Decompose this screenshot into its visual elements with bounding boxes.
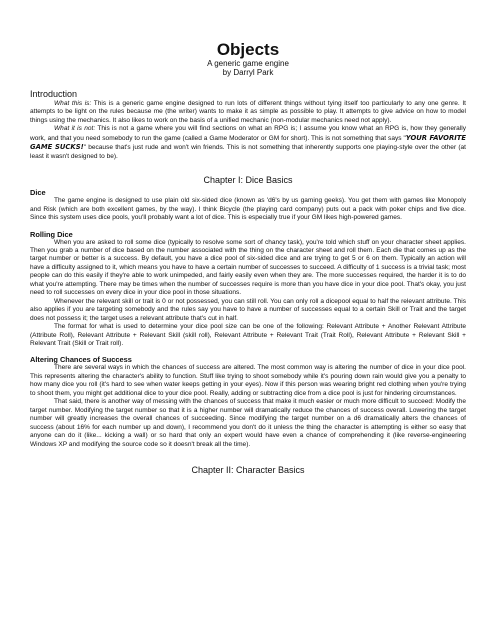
dice-heading: Dice (30, 188, 46, 198)
rolling-dice-paragraph-1: When you are asked to roll some dice (typically to resolve some sort of chancy task), you're told which stuff on your character sheet applies. Then you grab a number of dice based on the number associated with the thing on the character sheet and roll them. Each die that comes up as the target number or better is a success. By default, you have a dice pool of six-sided dice and are trying to get 5 or 6 on them. Typically an action will have a difficulty assigned to it, which means you have to have a certain number of successes to succeed. A difficulty of 1 success is a trivial task; most people can do this easily if they're able to work unimpeded, and fairly easily even when they are. The more successes required, the harder it is to do what you're attempting. There may be times when the number of successes require is more than you have dice in your dice pool. That's okay, you just need to roll successes on every dice in your dice pool in those situations. (30, 238, 466, 297)
intro-heading: Introduction (30, 89, 78, 99)
intro-text-what-it-is: This is a generic game engine designed to run lots of different things without tying itself too particularly to any one genre. It attempts to be light on the rules because me (the writer) wants to make it as simple as possible to play. It attempts to give advice on how to model things using the mechanics. It also likes to work on the basis of a unified mechanic (non-modular mechanics need not apply). (30, 100, 466, 124)
rolling-dice-paragraph-2: Whenever the relevant skill or trait is 0 or not possessed, you can still roll. You can only roll a dicepool equal to half the relevant attribute. This also applies if you are targeting somebody and the rules say you have to have a number of successes equal to a certain Skill or Trait and the target does not possess it; the target uses a relevant attribute that's cut in half. (30, 297, 466, 322)
intro-shout-text: YOUR FAVORITE GAME SUCKS! (30, 133, 466, 152)
chapter-2-heading: Chapter II: Character Basics (191, 464, 305, 475)
intro-label-what-it-is-not: What it is not: (54, 125, 96, 133)
document-author: by Darryl Park (222, 68, 274, 77)
rolling-dice-paragraph-3: The format for what is used to determine your dice pool size can be one of the following: Relevant Attribute + Another Relevant Attribute (Attribute Roll), Relevant Attribute + Relevant Skill (skill roll), Relevant Attribute + Relevant Trait (Trait Roll), Relevant Attribute + Relevant Skill + Relevant Trait (Skill or Trait roll). (30, 323, 466, 347)
document-subtitle: A generic game engine (207, 59, 289, 68)
altering-chances-paragraph-1: There are several ways in which the chances of success are altered. The most common way is altering the number of dice in your dice pool. This represents altering the character's ability to function. Stuff like trying to shoot somebody while it's pouring down rain would give you a penalty to how many dice you roll (it's hard to see when water keeps getting in your eyes). Now if this person was wearing bright red clothing when you're trying to shoot them, you might get additional dice to your dice pool. Really, adding or subtracting dice from a dice pool is just for hindering circumstances. (30, 364, 466, 397)
altering-chances-paragraph-2: That said, there is another way of messing with the chances of success that make it much easier or much more difficult to succeed: Modify the target number. Modifying the target number so that it is a higher number will dramatically reduce the chances of success overall. Lowering the target number will greatly increases the overall chances of succeeding. Since modifying the target number on a d6 dramatically alters the chances of success (about 16% for each number up and down), I recommend you don't do it unless the thing the character is attempting is either so easy that anyone can do it (like... kicking a wall) or so hard that only an expert would have even a chance of comprehending it (like reverse-engineering Windows XP and modifying the source code so it doesn't break all the time). (30, 398, 466, 448)
intro-paragraph-what-it-is (30, 100, 466, 125)
document-title: Objects (216, 40, 280, 59)
rolling-dice-heading: Rolling Dice (30, 229, 73, 239)
intro-text-b: " because that's just rude and won't win friends. This is not something that inherently supports one playing-style over the other (at least it wasn't designed to be). (30, 144, 466, 160)
intro-text-a: This is not a game where you will find sections on what an RPG is; I assume you know what an RPG is, how they generally work, and that you need somebody to run the game (called a Game Moderator or GM for short). This is not something that says " (30, 125, 466, 142)
document-page (30, 40, 466, 476)
intro-paragraph-what-it-is-not (30, 125, 466, 161)
chapter-1-heading: Chapter I: Dice Basics (203, 175, 293, 186)
dice-paragraph: The game engine is designed to use plain old six-sided dice (known as 'd6's by us gaming geeks). You get them with games like Monopoly and Risk (which are both excellent games, by the way). I think Bicycle (the playing card company) puts out a pack with poker chips and five dice. Since this system uses dice pools, you'll probably want a lot of dice. This is especially true if your GM likes high-powered games. (30, 197, 466, 222)
altering-chances-heading: Altering Chances of Success (30, 355, 132, 365)
intro-label-what-it-is: What this is: (54, 100, 92, 107)
